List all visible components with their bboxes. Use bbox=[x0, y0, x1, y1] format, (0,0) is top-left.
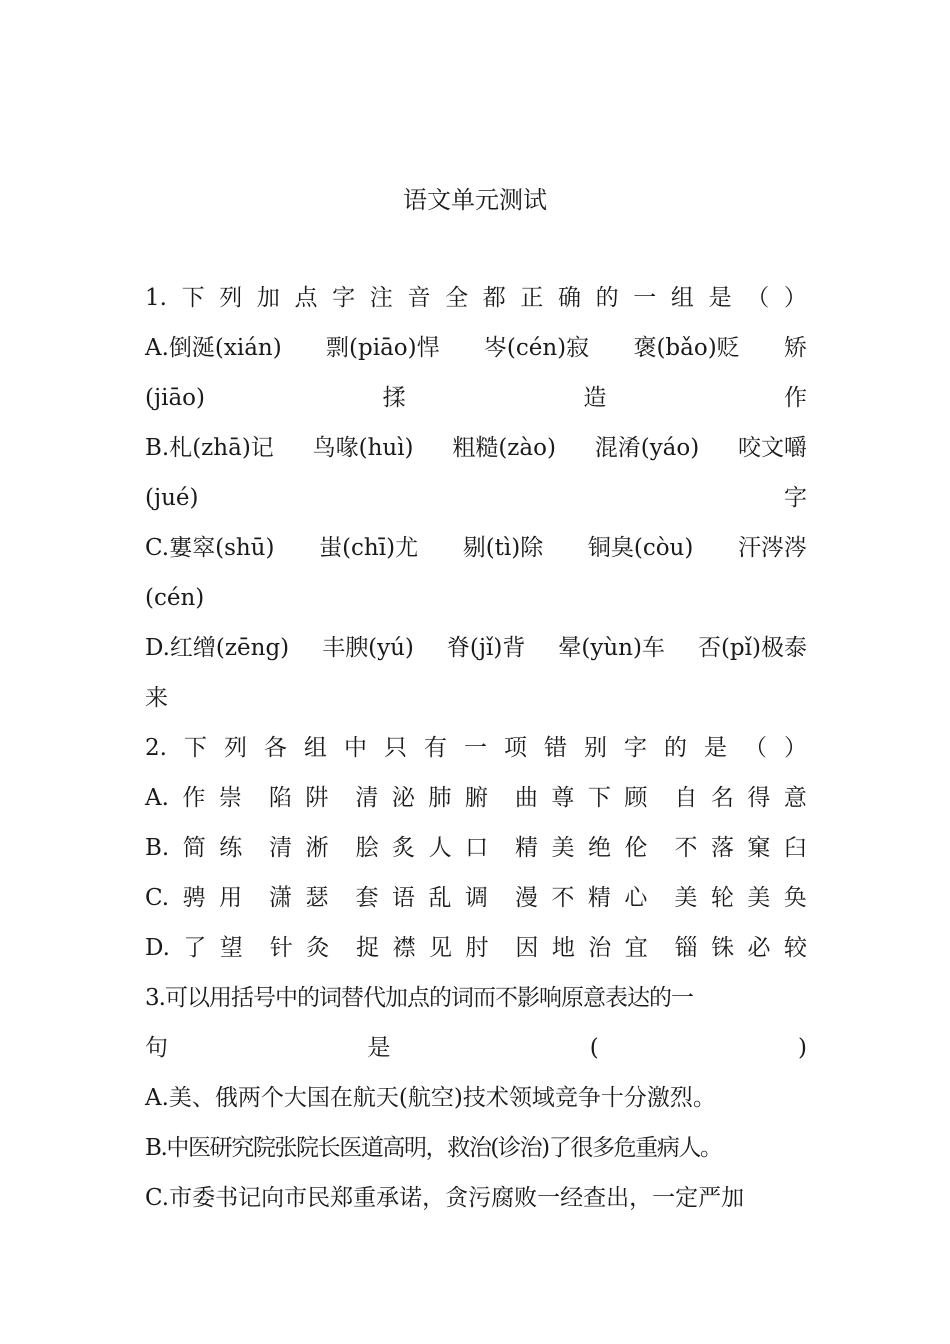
question-1-stem: 1. 下 列 加 点 字 注 音 全 都 正 确 的 一 组 是 （ ） bbox=[145, 285, 807, 311]
question-3-option-b: B.中医研究院张院长医道高明，救治(诊治)了很多危重病人。 bbox=[145, 1135, 722, 1161]
question-1-option-a-cont: (jiāo) 揉 造 作 bbox=[145, 385, 807, 411]
question-2-option-d: D. 了 望 针 灸 捉 襟 见 肘 因 地 治 宜 锱 铢 必 较 bbox=[145, 935, 807, 961]
question-2-option-c: C. 骋 用 潇 瑟 套 语 乱 调 漫 不 精 心 美 轮 美 奂 bbox=[145, 885, 807, 911]
question-3-stem: 3.可以用括号中的词替代加点的词而不影响原意表达的一 bbox=[145, 985, 693, 1011]
question-2-stem: 2. 下 列 各 组 中 只 有 一 项 错 别 字 的 是 （ ） bbox=[145, 735, 807, 761]
question-1-option-d-cont: 来 bbox=[145, 685, 168, 711]
question-3-option-c: C.市委书记向市民郑重承诺，贪污腐败一经查出，一定严加 bbox=[145, 1185, 745, 1211]
page-title: 语文单元测试 bbox=[403, 186, 547, 214]
question-3-stem-cont: 句 是 ( ) bbox=[145, 1035, 807, 1061]
question-2-option-a: A. 作 崇 陷 阱 清 泌 肺 腑 曲 尊 下 顾 自 名 得 意 bbox=[145, 785, 807, 811]
question-1-option-c: C.寠窣(shū) 蚩(chī)尤 剔(tì)除 铜臭(còu) 汗涔涔 bbox=[145, 535, 807, 561]
question-1-option-c-cont: (cén) bbox=[145, 585, 205, 611]
question-1-option-d: D.红缯(zēng) 丰腴(yú) 脊(jǐ)背 晕(yùn)车 否(pǐ)极泰 bbox=[145, 635, 807, 661]
question-1-option-a: A.倒涎(xián) 剽(piāo)悍 岑(cén)寂 褒(bǎo)贬 矫 bbox=[145, 335, 807, 361]
question-1-option-b-cont: (jué) 字 bbox=[145, 485, 807, 511]
question-1-option-b: B.札(zhā)记 鸟喙(huì) 粗糙(zào) 混淆(yáo) 咬文嚼 bbox=[145, 435, 807, 461]
question-3-option-a: A.美、俄两个大国在航天(航空)技术领域竞争十分激烈。 bbox=[145, 1085, 716, 1111]
question-2-option-b: B. 简 练 清 淅 脍 炙 人 口 精 美 绝 伦 不 落 窠 臼 bbox=[145, 835, 807, 861]
